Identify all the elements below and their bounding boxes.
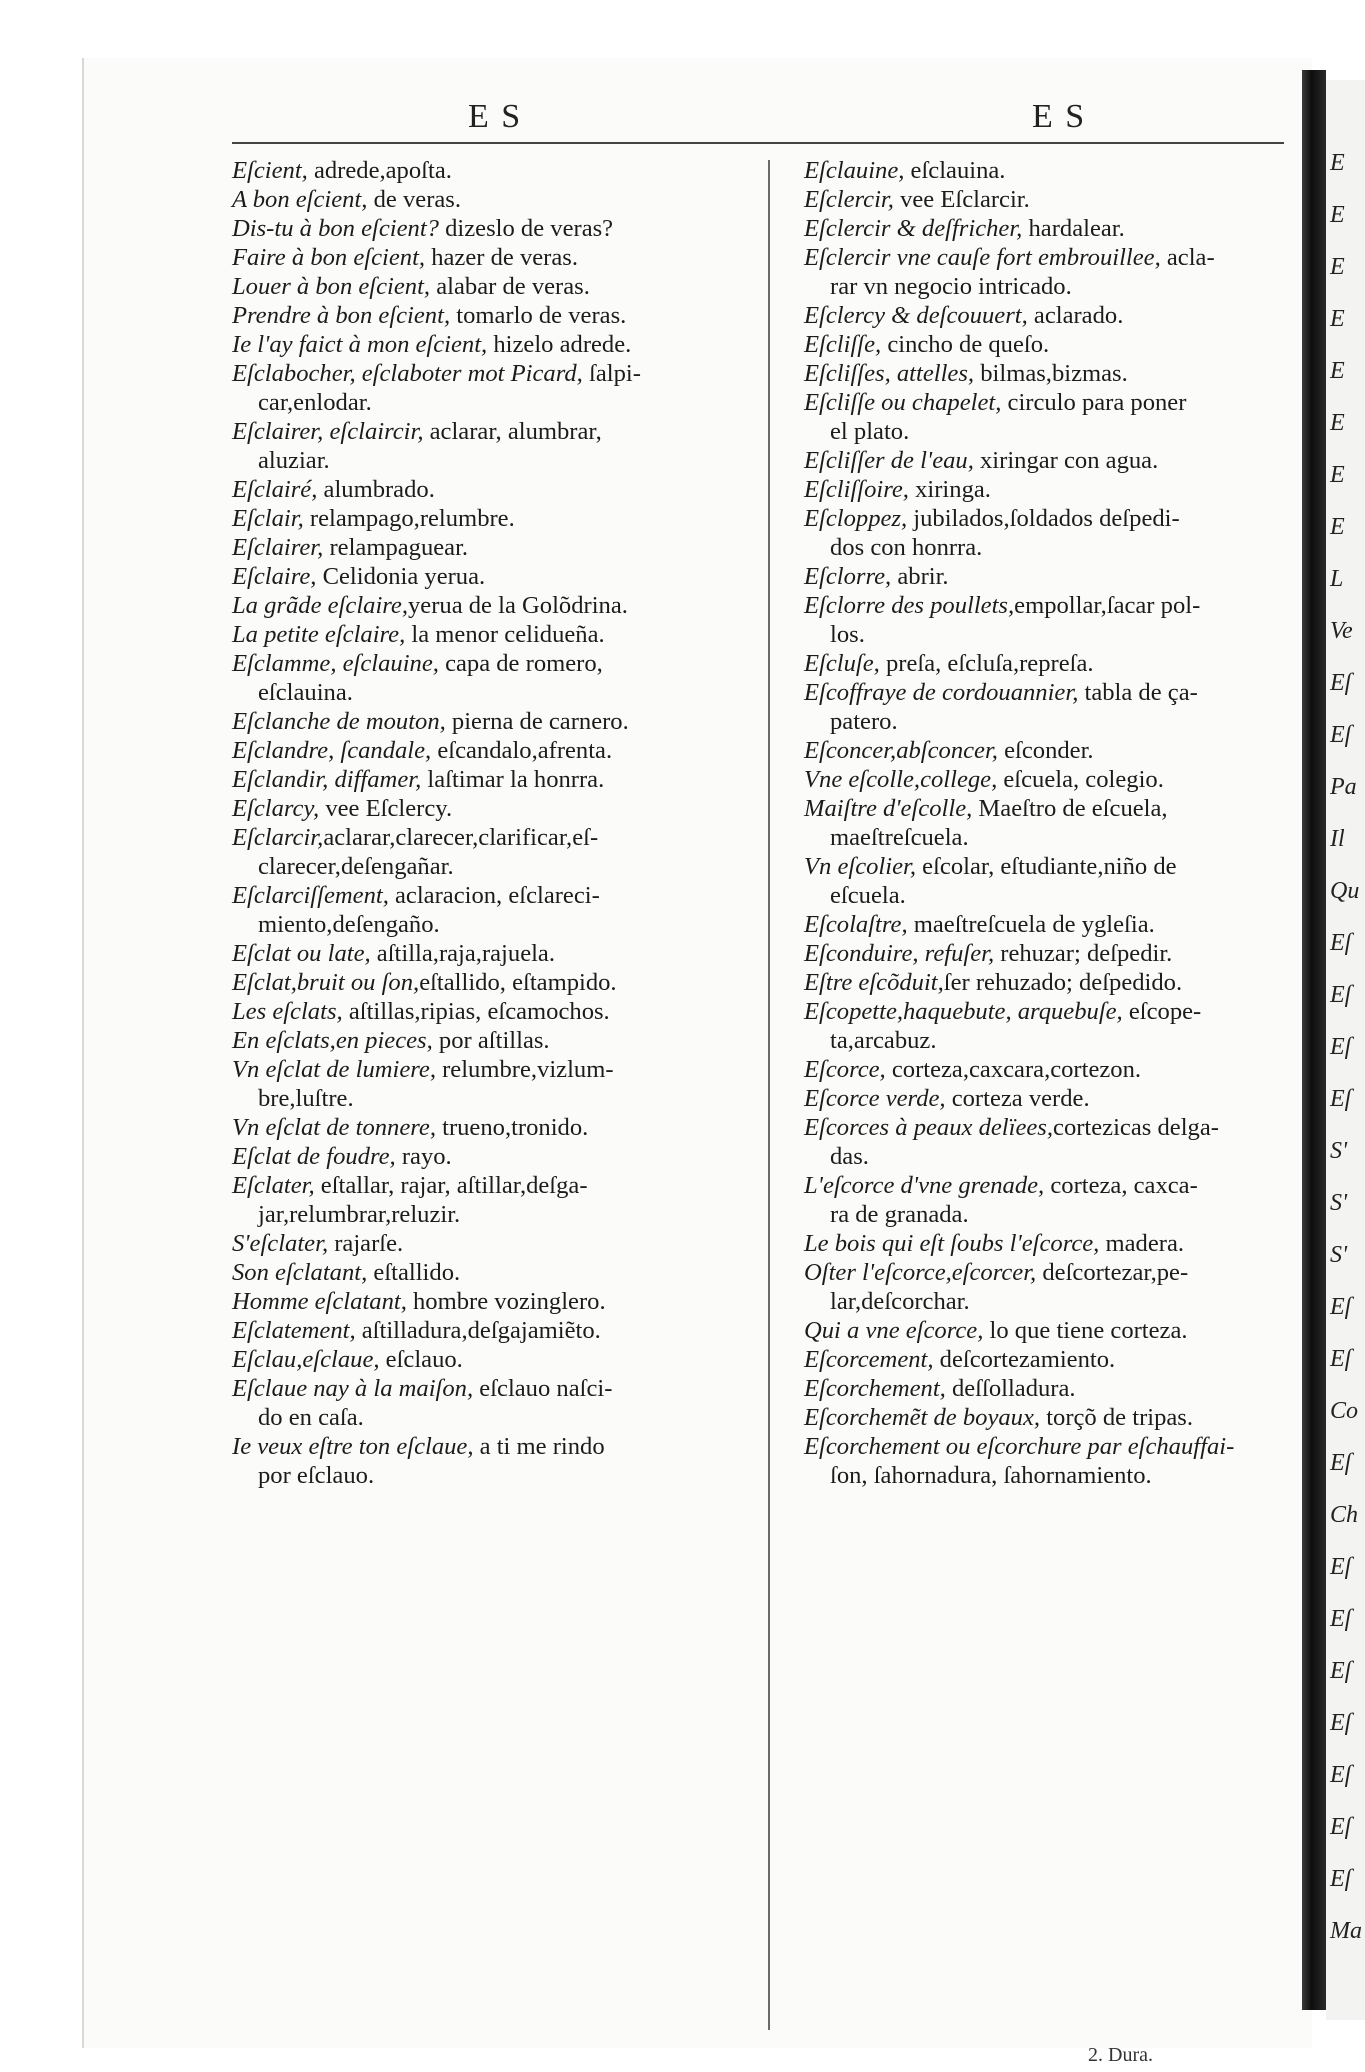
entry-translation: adrede,apoſta. [307, 157, 452, 184]
entry-headword: Eſcorchemẽt de boyaux, [804, 1404, 1041, 1431]
entry-translation: lo que tiene corteza. [983, 1317, 1188, 1344]
dictionary-entry [804, 1316, 1300, 1345]
entry-translation: eſtallido. [367, 1259, 461, 1286]
entry-headword: Eſclabocher, eſclaboter mot Picard, [232, 360, 583, 387]
dictionary-entry [232, 1055, 752, 1084]
entry-headword: Les eſclats, [232, 998, 343, 1025]
entry-continuation [804, 533, 1300, 562]
entry-translation: aſtilla,raja,rajuela. [370, 940, 556, 967]
entry-headword: Eſcorce, [804, 1056, 886, 1083]
dictionary-entry [232, 359, 752, 388]
entry-continuation [804, 272, 1300, 301]
entry-headword: Son eſclatant, [232, 1259, 368, 1286]
adjacent-page-text-fragment: Ma [1330, 1918, 1362, 1944]
adjacent-page-text-fragment: Eſ [1330, 930, 1352, 956]
entry-continuation-text: aluziar. [258, 447, 330, 474]
entry-translation: hazer de veras. [425, 244, 578, 271]
dictionary-entry [804, 649, 1300, 678]
dictionary-entry [804, 1171, 1300, 1200]
entry-continuation [804, 1461, 1300, 1490]
dictionary-entry [232, 533, 752, 562]
entry-translation: deſcortezar,pe- [1036, 1259, 1189, 1286]
entry-headword: Oſter l'eſcorce,eſcorcer, [804, 1259, 1037, 1286]
adjacent-page-text-fragment: Eſ [1330, 1450, 1352, 1476]
entry-headword: Eſclandre, ſcandale, [232, 737, 432, 764]
entry-translation: cincho de queſo. [881, 331, 1050, 358]
entry-continuation [232, 1461, 752, 1490]
entry-translation: aclarar,clarecer,clarificar,eſ- [323, 824, 599, 851]
entry-headword: En eſclats,en pieces, [232, 1027, 433, 1054]
entry-headword: L'eſcorce d'vne grenade, [804, 1172, 1045, 1199]
entry-headword: Eſcliſſe, [804, 331, 882, 358]
entry-translation: tabla de ça- [1078, 679, 1198, 706]
entry-translation: eſclauo naſci- [473, 1375, 613, 1402]
entry-headword: Eſcloppez, [804, 505, 908, 532]
dictionary-entry [804, 562, 1300, 591]
entry-translation: relampago,relumbre. [303, 505, 515, 532]
entry-headword: Eſtre eſcõduit, [804, 969, 944, 996]
dictionary-entry [804, 591, 1300, 620]
entry-continuation [232, 1403, 752, 1432]
entry-headword: Eſcopette,haquebute, arquebuſe, [804, 998, 1123, 1025]
entry-continuation-text: por eſclauo. [258, 1462, 375, 1489]
dictionary-entry [804, 1374, 1300, 1403]
dictionary-entry [804, 1084, 1300, 1113]
entry-translation: eſcolar, eſtudiante,niño de [916, 853, 1177, 880]
dictionary-entry [232, 185, 752, 214]
dictionary-entry [232, 707, 752, 736]
entry-headword: Maiſtre d'eſcolle, [804, 795, 973, 822]
entry-continuation [232, 1200, 752, 1229]
entry-headword: Eſclarcy, [232, 795, 320, 822]
adjacent-page-text-fragment: E [1330, 202, 1345, 228]
entry-translation: ſer rehuzado; deſpedido. [943, 969, 1183, 996]
entry-translation: hombre vozinglero. [406, 1288, 606, 1315]
adjacent-page-text-fragment: Eſ [1330, 982, 1352, 1008]
adjacent-page-text-fragment: Eſ [1330, 1606, 1352, 1632]
entry-headword: Eſcluſe, [804, 650, 880, 677]
entry-translation: rajarſe. [328, 1230, 404, 1257]
entry-headword: Eſclau,eſclaue, [232, 1346, 380, 1373]
entry-headword: La grãde eſclaire, [232, 592, 408, 619]
dictionary-column-right [804, 156, 1300, 1490]
dictionary-entry [232, 591, 752, 620]
entry-headword: Eſclaue nay à la maiſon, [232, 1375, 474, 1402]
entry-headword: Eſclairer, eſclaircir, [232, 418, 424, 445]
adjacent-page-text-fragment: S' [1330, 1242, 1348, 1268]
entry-headword: Le bois qui eſt ſoubs l'eſcorce, [804, 1230, 1100, 1257]
entry-headword: Eſcliſſer de l'eau, [804, 447, 974, 474]
dictionary-entry [804, 968, 1300, 997]
dictionary-entry [232, 1229, 752, 1258]
entry-translation: tomarlo de veras. [450, 302, 627, 329]
dictionary-entry [232, 417, 752, 446]
adjacent-page-text-fragment: Eſ [1330, 722, 1352, 748]
adjacent-page-text-fragment: L [1330, 566, 1344, 592]
entry-translation: corteza,caxcara,cortezon. [885, 1056, 1142, 1083]
entry-headword: Eſconduire, refuſer, [804, 940, 995, 967]
entry-headword: Eſcorce verde, [804, 1085, 946, 1112]
dictionary-entry [232, 1287, 752, 1316]
entry-headword: Qui a vne eſcorce, [804, 1317, 984, 1344]
entry-translation: corteza verde. [945, 1085, 1090, 1112]
dictionary-entry [232, 1316, 752, 1345]
entry-translation: rehuzar; deſpedir. [994, 940, 1173, 967]
entry-translation: rayo. [395, 1143, 452, 1170]
entry-continuation-text: bre,luſtre. [258, 1085, 354, 1112]
running-head-right: E S [1032, 98, 1087, 135]
adjacent-page-text-fragment: Ch [1330, 1502, 1359, 1528]
dictionary-entry [232, 939, 752, 968]
entry-headword: Dis-tu à bon eſcient? [232, 215, 439, 242]
entry-translation: acla- [1160, 244, 1215, 271]
entry-translation: hardalear. [1022, 215, 1125, 242]
dictionary-entry [232, 1113, 752, 1142]
dictionary-entry [232, 997, 752, 1026]
entry-translation: alumbrado. [317, 476, 435, 503]
entry-translation: hizelo adrede. [487, 331, 632, 358]
entry-continuation [804, 620, 1300, 649]
entry-headword: Louer à bon eſcient, [232, 273, 431, 300]
dictionary-entry [232, 794, 752, 823]
dictionary-entry [804, 1113, 1300, 1142]
entry-continuation-text: das. [830, 1143, 869, 1170]
dictionary-entry [804, 504, 1300, 533]
dictionary-entry [232, 475, 752, 504]
entry-continuation-text: el plato. [830, 418, 910, 445]
dictionary-entry [804, 388, 1300, 417]
entry-translation: vee Eſclarcir. [893, 186, 1030, 213]
entry-continuation-text: lar,deſcorchar. [830, 1288, 970, 1315]
adjacent-page-text-fragment: Eſ [1330, 1814, 1352, 1840]
entry-continuation-text: ra de granada. [830, 1201, 969, 1228]
entry-headword: Eſcliſſoire, [804, 476, 909, 503]
entry-headword: Eſclat,bruit ou ſon, [232, 969, 420, 996]
entry-headword: Vn eſcolier, [804, 853, 917, 880]
entry-continuation [804, 1200, 1300, 1229]
entry-translation: maeſtreſcuela de ygleſia. [907, 911, 1155, 938]
entry-translation: eſcandalo,afrenta. [431, 737, 613, 764]
entry-headword: Eſcorcement, [804, 1346, 934, 1373]
entry-translation: dizeslo de veras? [438, 215, 614, 242]
dictionary-entry [804, 1403, 1300, 1432]
adjacent-page-text-fragment: Eſ [1330, 1294, 1352, 1320]
entry-continuation [232, 852, 752, 881]
entry-translation: Maeſtro de eſcuela, [972, 795, 1168, 822]
dictionary-entry [804, 939, 1300, 968]
entry-translation: aſtilladura,deſgajamiẽto. [355, 1317, 601, 1344]
entry-translation: laſtimar la honrra. [421, 766, 605, 793]
dictionary-entry [804, 214, 1300, 243]
adjacent-page-fragment [1326, 80, 1365, 2020]
entry-continuation-text: ſon, ſahornadura, ſahornamiento. [830, 1462, 1152, 1489]
entry-headword: Vne eſcolle,college, [804, 766, 998, 793]
entry-translation: empollar,ſacar pol- [1014, 592, 1201, 619]
entry-headword: Prendre à bon eſcient, [232, 302, 451, 329]
entry-translation: capa de romero, [438, 650, 603, 677]
entry-translation: por aſtillas. [432, 1027, 550, 1054]
dictionary-column-left [232, 156, 752, 1490]
dictionary-entry [804, 446, 1300, 475]
entry-translation: de veras. [367, 186, 462, 213]
dictionary-entry [232, 1142, 752, 1171]
entry-translation: xiringar con agua. [973, 447, 1159, 474]
header-rule [232, 142, 1284, 144]
entry-headword: Eſclercir & deſfricher, [804, 215, 1023, 242]
entry-continuation-text: clarecer,deſengañar. [258, 853, 454, 880]
adjacent-page-text-fragment: Eſ [1330, 1866, 1352, 1892]
entry-continuation [804, 707, 1300, 736]
dictionary-entry [232, 1345, 752, 1374]
dictionary-entry [232, 823, 752, 852]
entry-continuation-text: eſclauina. [258, 679, 353, 706]
dictionary-entry [804, 301, 1300, 330]
dictionary-entry [804, 1258, 1300, 1287]
dictionary-entry [804, 678, 1300, 707]
entry-continuation-text: eſcuela. [830, 882, 906, 909]
adjacent-page-text-fragment: Il [1330, 826, 1345, 852]
entry-headword: Eſcorces à peaux delïees, [804, 1114, 1054, 1141]
adjacent-page-text-fragment: Eſ [1330, 1346, 1352, 1372]
adjacent-page-text-fragment: Pa [1330, 774, 1357, 800]
dictionary-entry [232, 562, 752, 591]
entry-translation: corteza, caxca- [1044, 1172, 1198, 1199]
dictionary-entry [232, 1258, 752, 1287]
entry-headword: Eſclorre des poullets, [804, 592, 1015, 619]
entry-translation: xiringa. [908, 476, 991, 503]
entry-translation: eſcuela, colegio. [997, 766, 1164, 793]
entry-headword: Eſclauine, [804, 157, 905, 184]
dictionary-entry [232, 301, 752, 330]
entry-translation: aclarado. [1027, 302, 1124, 329]
dictionary-entry [232, 156, 752, 185]
entry-headword: Homme eſclatant, [232, 1288, 407, 1315]
adjacent-page-text-fragment: Ve [1330, 618, 1353, 644]
adjacent-page-text-fragment: E [1330, 150, 1345, 176]
entry-translation: cortezicas delga- [1053, 1114, 1219, 1141]
entry-headword: Eſclaire, [232, 563, 317, 590]
entry-translation: eſtallido, eſtampido. [419, 969, 617, 996]
entry-translation: pierna de carnero. [445, 708, 629, 735]
entry-continuation-text: do en caſa. [258, 1404, 364, 1431]
entry-headword: Eſclat de foudre, [232, 1143, 396, 1170]
entry-headword: Eſcliſſe ou chapelet, [804, 389, 1002, 416]
entry-headword: Eſclarciſſement, [232, 882, 389, 909]
entry-continuation [232, 446, 752, 475]
dictionary-entry [232, 649, 752, 678]
entry-continuation-text: ta,arcabuz. [830, 1027, 937, 1054]
entry-continuation-text: jar,relumbrar,reluzir. [258, 1201, 461, 1228]
dictionary-entry [804, 1055, 1300, 1084]
dictionary-entry [804, 330, 1300, 359]
entry-continuation [804, 1026, 1300, 1055]
entry-translation: trueno,tronido. [435, 1114, 589, 1141]
entry-headword: Eſcorchement ou eſcorchure par eſchauffai- [804, 1433, 1235, 1460]
adjacent-page-text-fragment: E [1330, 306, 1345, 332]
entry-headword: Vn eſclat de lumiere, [232, 1056, 436, 1083]
entry-continuation [804, 417, 1300, 446]
entry-headword: Eſcorchement, [804, 1375, 946, 1402]
entry-continuation [232, 678, 752, 707]
entry-translation: eſconder. [997, 737, 1094, 764]
entry-headword: Vn eſclat de tonnere, [232, 1114, 436, 1141]
entry-headword: Eſconcer,abſconcer, [804, 737, 998, 764]
entry-continuation-text: car,enlodar. [258, 389, 372, 416]
entry-continuation-text: dos con honrra. [830, 534, 983, 561]
entry-translation: relampaguear. [323, 534, 469, 561]
entry-translation: aſtillas,ripias, eſcamochos. [342, 998, 610, 1025]
dictionary-entry [232, 243, 752, 272]
entry-translation: yerua de la Golõdrina. [408, 592, 628, 619]
adjacent-page-text-fragment: Eſ [1330, 1658, 1352, 1684]
column-divider [768, 160, 770, 2030]
entry-headword: La petite eſclaire, [232, 621, 406, 648]
adjacent-page-text-fragment: Co [1330, 1398, 1359, 1424]
entry-headword: Eſclercir, [804, 186, 894, 213]
entry-headword: Eſclamme, eſclauine, [232, 650, 439, 677]
adjacent-page-text-fragment: S' [1330, 1190, 1348, 1216]
entry-translation: deſſolladura. [945, 1375, 1076, 1402]
entry-translation: ſalpi- [582, 360, 641, 387]
entry-headword: Ie veux eſtre ton eſclaue, [232, 1433, 474, 1460]
dictionary-entry [232, 1171, 752, 1200]
entry-continuation [804, 881, 1300, 910]
dictionary-entry [804, 910, 1300, 939]
entry-headword: Eſclat ou late, [232, 940, 371, 967]
entry-headword: Eſclandir, diffamer, [232, 766, 422, 793]
entry-translation: torçõ de tripas. [1040, 1404, 1194, 1431]
entry-translation: bilmas,bizmas. [974, 360, 1128, 387]
dictionary-entry [804, 359, 1300, 388]
entry-translation: eſcope- [1122, 998, 1202, 1025]
adjacent-page-text-fragment: E [1330, 410, 1345, 436]
entry-translation: aclaracion, eſclareci- [388, 882, 600, 909]
entry-translation: deſcortezamiento. [933, 1346, 1116, 1373]
entry-continuation [804, 1142, 1300, 1171]
entry-headword: Eſclanche de mouton, [232, 708, 446, 735]
running-head-left: E S [468, 98, 523, 135]
entry-continuation-text: maeſtreſcuela. [830, 824, 969, 851]
book-gutter-shadow [1302, 70, 1326, 2010]
dictionary-entry [804, 1432, 1300, 1461]
dictionary-entry [232, 272, 752, 301]
entry-translation: eſclauina. [904, 157, 1006, 184]
dictionary-entry [232, 504, 752, 533]
dictionary-entry [232, 881, 752, 910]
entry-continuation-text: patero. [830, 708, 898, 735]
dictionary-entry [804, 185, 1300, 214]
entry-translation: eſclauo. [379, 1346, 463, 1373]
adjacent-page-text-fragment: Eſ [1330, 670, 1352, 696]
entry-headword: Eſclair, [232, 505, 304, 532]
dictionary-entry [804, 156, 1300, 185]
entry-translation: eſtallar, rajar, aſtillar,deſga- [314, 1172, 588, 1199]
dictionary-entry [804, 475, 1300, 504]
entry-translation: relumbre,vizlum- [435, 1056, 614, 1083]
entry-headword: Eſcient, [232, 157, 308, 184]
adjacent-page-text-fragment: Qu [1330, 878, 1360, 904]
catchword: 2. Dura. [1088, 2044, 1153, 2066]
dictionary-entry [232, 330, 752, 359]
adjacent-page-text-fragment: E [1330, 254, 1345, 280]
dictionary-entry [804, 765, 1300, 794]
entry-translation: a ti me rindo [473, 1433, 605, 1460]
adjacent-page-text-fragment: Eſ [1330, 1762, 1352, 1788]
entry-headword: Eſclarcir, [232, 824, 324, 851]
entry-translation: preſa, eſcluſa,repreſa. [879, 650, 1094, 677]
entry-headword: Eſcolaſtre, [804, 911, 908, 938]
dictionary-entry [804, 794, 1300, 823]
entry-headword: Eſclorre, [804, 563, 892, 590]
entry-continuation [232, 388, 752, 417]
adjacent-page-text-fragment: E [1330, 462, 1345, 488]
entry-continuation [804, 823, 1300, 852]
entry-headword: Eſclercir vne cauſe fort embrouillee, [804, 244, 1161, 271]
entry-translation: abrir. [891, 563, 949, 590]
dictionary-entry [804, 1229, 1300, 1258]
dictionary-entry [232, 968, 752, 997]
entry-headword: Faire à bon eſcient, [232, 244, 426, 271]
entry-translation: vee Eſclercy. [319, 795, 453, 822]
dictionary-entry [232, 1374, 752, 1403]
entry-translation: Celidonia yerua. [316, 563, 486, 590]
dictionary-entry [232, 214, 752, 243]
entry-headword: Ie l'ay faict à mon eſcient, [232, 331, 488, 358]
entry-translation: la menor celidueña. [405, 621, 605, 648]
entry-headword: Eſclater, [232, 1172, 315, 1199]
entry-continuation-text: rar vn negocio intricado. [830, 273, 1072, 300]
entry-translation: madera. [1099, 1230, 1185, 1257]
entry-headword: A bon eſcient, [232, 186, 368, 213]
adjacent-page-text-fragment: E [1330, 358, 1345, 384]
dictionary-entry [232, 620, 752, 649]
entry-translation: circulo para poner [1001, 389, 1187, 416]
adjacent-page-text-fragment: Eſ [1330, 1710, 1352, 1736]
dictionary-entry [232, 765, 752, 794]
entry-headword: S'eſclater, [232, 1230, 329, 1257]
adjacent-page-text-fragment: Eſ [1330, 1034, 1352, 1060]
dictionary-entry [232, 1432, 752, 1461]
page-edge [82, 58, 84, 2048]
entry-continuation [232, 1084, 752, 1113]
entry-headword: Eſclatement, [232, 1317, 356, 1344]
entry-headword: Eſcoffraye de cordouannier, [804, 679, 1079, 706]
entry-continuation [804, 1287, 1300, 1316]
entry-continuation-text: los. [830, 621, 865, 648]
dictionary-entry [804, 243, 1300, 272]
adjacent-page-text-fragment: E [1330, 514, 1345, 540]
entry-continuation-text: miento,deſengaño. [258, 911, 440, 938]
dictionary-entry [804, 852, 1300, 881]
entry-translation: aclarar, alumbrar, [423, 418, 602, 445]
adjacent-page-text-fragment: Eſ [1330, 1086, 1352, 1112]
dictionary-entry [232, 1026, 752, 1055]
entry-translation: alabar de veras. [430, 273, 590, 300]
entry-headword: Eſclairer, [232, 534, 324, 561]
dictionary-entry [804, 1345, 1300, 1374]
adjacent-page-text-fragment: S' [1330, 1138, 1348, 1164]
dictionary-entry [804, 736, 1300, 765]
entry-headword: Eſclairé, [232, 476, 318, 503]
entry-translation: jubilados,ſoldados deſpedi- [907, 505, 1180, 532]
entry-headword: Eſclercy & deſcouuert, [804, 302, 1028, 329]
adjacent-page-text-fragment: Eſ [1330, 1554, 1352, 1580]
dictionary-entry [232, 736, 752, 765]
entry-headword: Eſcliſſes, attelles, [804, 360, 975, 387]
dictionary-entry [804, 997, 1300, 1026]
entry-continuation [232, 910, 752, 939]
